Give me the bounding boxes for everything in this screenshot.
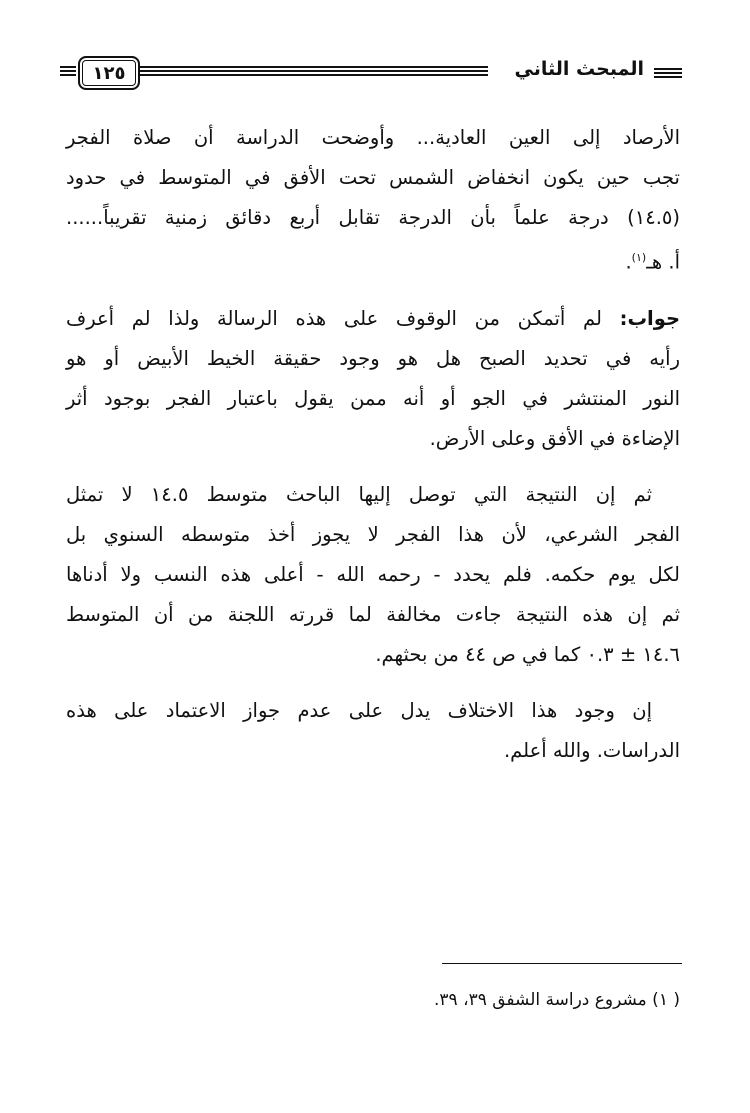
answer-label: جواب: [619,306,680,330]
paragraph-conclusion [66,691,680,771]
text-line: الدراسات. والله أعلم. [503,738,680,762]
header-rule-left [60,66,76,78]
text-line-body: لم أتمكن من الوقوف على هذه الرسالة ولذا لم أعرف [66,306,602,330]
text-line [66,299,680,339]
chapter-title: المبحث الثاني [514,58,644,80]
paragraph-quote [66,118,680,283]
text-line: لكل يوم حكمه. فلم يحدد - رحمه الله - أعلى هذه النسب ولا أدناها [66,562,680,586]
footnote: ( ١) مشروع دراسة الشفق ٣٩، ٣٩. [434,990,680,1010]
header-rule [140,66,488,78]
footnote-ref: (١) [631,251,647,264]
text-line: (١٤.٥) درجة علماً بأن الدرجة تقابل أربع دقائق زمنية تقريباً...... [66,206,680,229]
text-line: أ. هـ$^{(١)}$. [625,250,680,274]
text-line: ثم إن النتيجة التي توصل إليها الباحث متوسط ١٤.٥ لا تمثل [66,482,653,506]
text-line: رأيه في تحديد الصبح هل هو وجود حقيقة الخيط الأبيض أو هو [66,346,680,370]
header-ornament-icon [654,68,682,78]
text-line: الفجر الشرعي، لأن هذا الفجر لا يجوز أخذ متوسطه السنوي بل [66,522,680,546]
text-line: ١٤.٦ ± ٠.٣ كما في ص ٤٤ من بحثهم. [375,642,680,666]
text-line: ثم إن هذه النتيجة جاءت مخالفة لما قررته اللجنة من أن المتوسط [66,602,680,626]
footnote-divider [442,963,682,964]
text-line: النور المنتشر في الجو أو أنه ممن يقول باعتبار الفجر بوجود أثر [66,386,680,410]
page-number-badge: ١٢٥ [78,56,140,90]
text-line: تجب حين يكون انخفاض الشمس تحت الأفق في المتوسط في حدود [66,166,680,189]
text-line: الإضاءة في الأفق وعلى الأرض. [429,426,680,450]
quote-end-marker: أ. هـ [646,250,680,274]
page-header [60,56,688,92]
text-line: إن وجود هذا الاختلاف يدل على عدم جواز الاعتماد على هذه [66,698,652,722]
paragraph-answer [66,299,680,459]
paragraph-analysis [66,475,680,675]
text-line: الأرصاد إلى العين العادية... وأوضحت الدراسة أن صلاة الفجر [66,126,680,149]
body-text [66,118,680,787]
